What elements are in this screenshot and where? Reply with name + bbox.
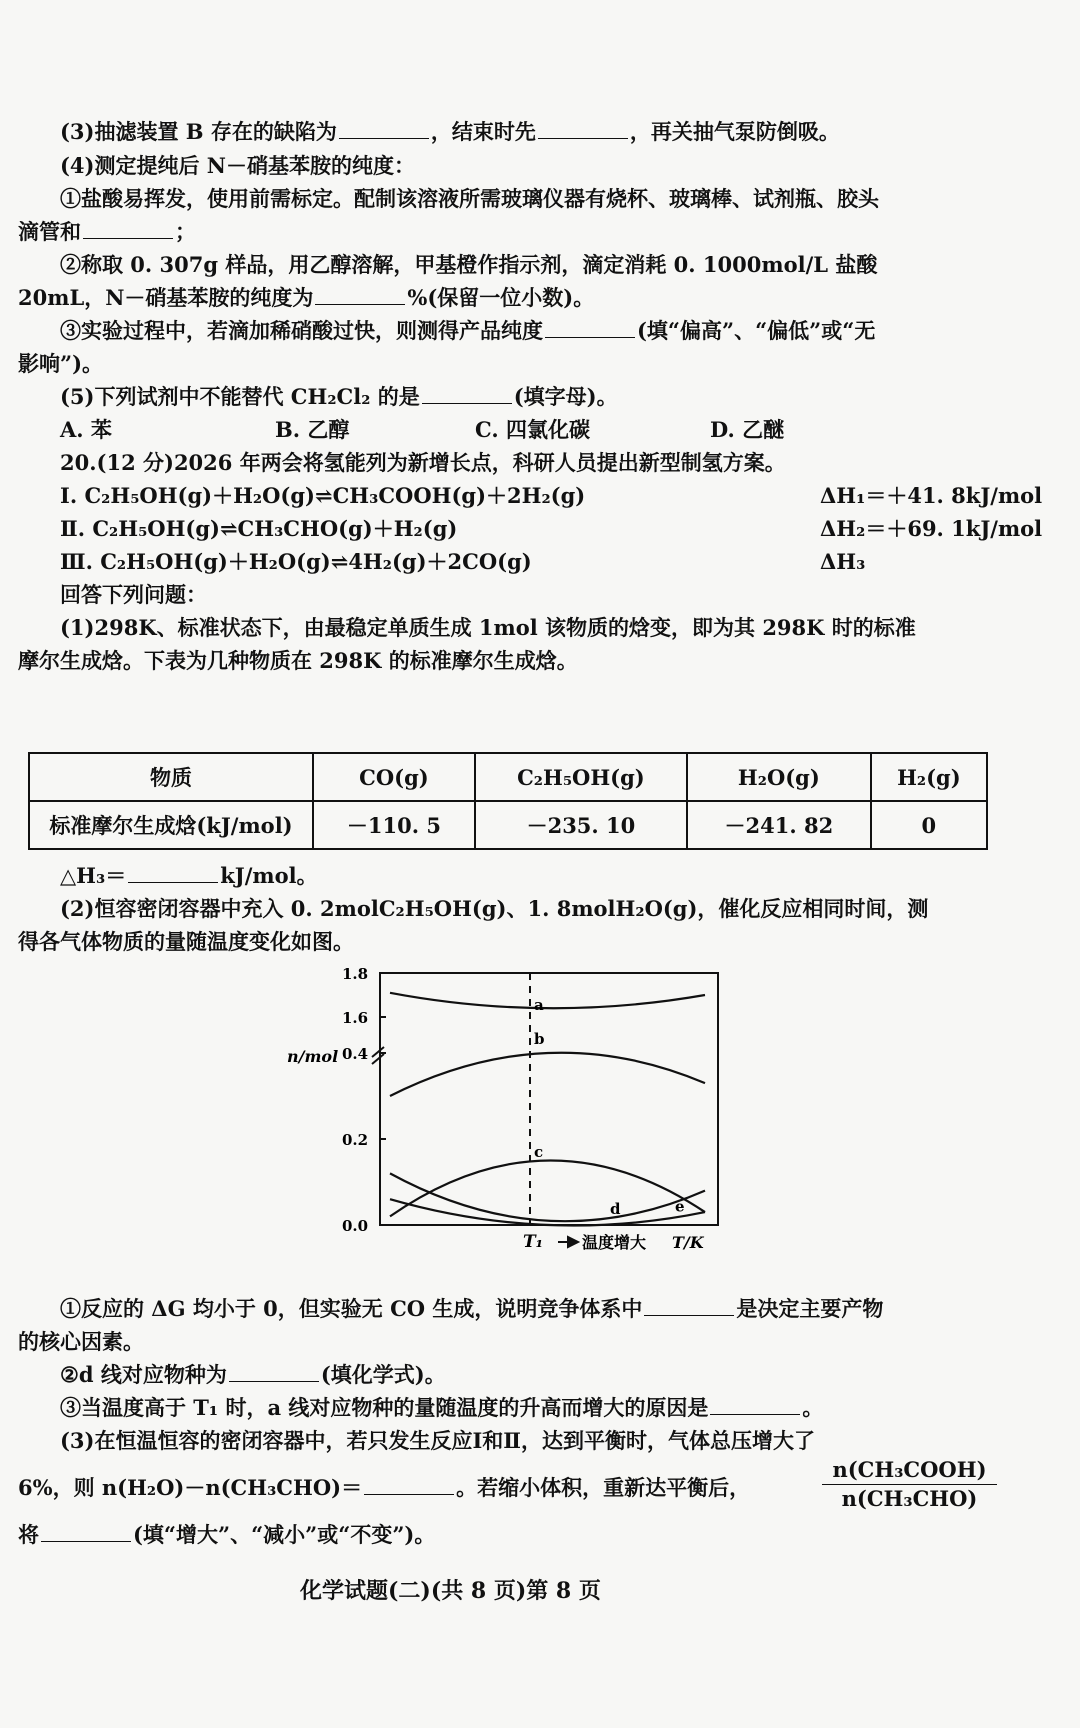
q4-p1-end: ；	[175, 219, 196, 244]
dh3-text: △H₃＝	[60, 863, 127, 888]
table-header-cell: H₂O(g)	[687, 753, 871, 801]
p3-hint: (填“增大”、“减小”或“不变”)。	[133, 1522, 436, 1547]
series-line-d	[390, 1173, 705, 1221]
answer-blank	[128, 864, 218, 883]
s1-text: ①反应的 ΔG 均小于 0，但实验无 CO 生成，说明竞争体系中	[60, 1296, 643, 1321]
p3-text-2: 。若缩小体积，重新达平衡后，	[456, 1475, 751, 1500]
page-footer: 化学试题(二)(共 8 页)第 8 页	[300, 1578, 601, 1604]
s1-text-2: 是决定主要产物	[736, 1296, 884, 1321]
series-label-d: d	[610, 1200, 621, 1219]
s2-hint: (填化学式)。	[320, 1362, 446, 1387]
reaction-3-dh: ΔH₃	[820, 549, 866, 574]
p3-text-3: 将	[18, 1522, 39, 1547]
answer-blank	[545, 319, 635, 338]
q20-p1-line2: 摩尔生成焓。下表为几种物质在 298K 的标准摩尔生成焓。	[18, 648, 578, 673]
t1-label: T₁	[523, 1232, 544, 1252]
q5-line	[60, 383, 618, 411]
fraction-denominator: n(CH₃CHO)	[841, 1486, 978, 1511]
q4-p2-line2	[18, 284, 594, 312]
temperature-chart	[280, 965, 740, 1265]
ratio-fraction	[822, 1456, 997, 1513]
answer-blank	[710, 1396, 800, 1415]
answer-blank	[644, 1297, 734, 1316]
answer-blank	[339, 120, 429, 139]
fraction-numerator: n(CH₃COOH)	[822, 1456, 997, 1485]
answer-blank	[364, 1476, 454, 1495]
q20-s1-line2: 的核心因素。	[18, 1329, 144, 1354]
q4-p3-line1	[60, 317, 875, 345]
option-b: B. 乙醇	[275, 417, 350, 442]
answer-blank	[229, 1363, 319, 1382]
q3-text-1: (3)抽滤装置 B 存在的缺陷为	[60, 119, 337, 144]
x-arrow	[558, 1237, 578, 1247]
series-label-e: e	[675, 1197, 685, 1216]
table-cell: 标准摩尔生成焓(kJ/mol)	[29, 801, 313, 849]
option-d: D. 乙醚	[710, 417, 785, 442]
q20-p2-line1: (2)恒容密闭容器中充入 0. 2molC₂H₅OH(g)、1. 8molH₂O(g)，催化反应相同时间，测	[60, 896, 929, 921]
q20-s3-line	[60, 1394, 823, 1422]
q20-s1-line1	[60, 1295, 883, 1323]
q4-p3-line2: 影响”)。	[18, 351, 104, 376]
series-label-a: a	[534, 996, 544, 1015]
series-line-a	[390, 993, 705, 1008]
y-tick-label: 0.4	[342, 1045, 369, 1063]
q20-title: 20.(12 分)2026 年两会将氢能列为新增长点，科研人员提出新型制氢方案。	[60, 450, 786, 475]
s3-text: ③当温度高于 T₁ 时，a 线对应物种的量随温度的升高而增大的原因是	[60, 1395, 709, 1420]
q4-p1-text: 滴管和	[18, 219, 81, 244]
reaction-3	[60, 548, 1020, 576]
p3-text: 6%，则 n(H₂O)－n(CH₃CHO)＝	[18, 1475, 363, 1500]
q4-p3-text: ③实验过程中，若滴加稀硝酸过快，则测得产品纯度	[60, 318, 543, 343]
q4-p2-text: 20mL，N－硝基苯胺的纯度为	[18, 285, 314, 310]
q4-p1-line1: ①盐酸易挥发，使用前需标定。配制该溶液所需玻璃仪器有烧杯、玻璃棒、试剂瓶、胶头	[60, 186, 879, 211]
q4-p2-end: %(保留一位小数)。	[407, 285, 595, 310]
q4-p1-line2	[18, 218, 196, 246]
option-a: A. 苯	[60, 417, 112, 442]
dh3-unit: kJ/mol。	[220, 863, 318, 888]
x-axis-label: T/K	[672, 1233, 704, 1252]
y-tick-label: 1.8	[342, 965, 369, 983]
s2-text: ②d 线对应物种为	[60, 1362, 227, 1387]
table-cell: －110. 5	[313, 801, 475, 849]
answer-blank	[41, 1523, 131, 1542]
reaction-2	[60, 515, 1043, 543]
q4-title: (4)测定提纯后 N－硝基苯胺的纯度：	[60, 153, 415, 178]
q5-text: (5)下列试剂中不能替代 CH₂Cl₂ 的是	[60, 384, 420, 409]
option-c: C. 四氯化碳	[475, 417, 590, 442]
y-tick-label: 0.2	[342, 1131, 369, 1149]
table-header-row	[29, 753, 987, 801]
q5-options	[60, 416, 960, 444]
q20-p2-line2: 得各气体物质的量随温度变化如图。	[18, 929, 354, 954]
reaction-3-eq: Ⅲ. C₂H₅OH(g)＋H₂O(g)⇌4H₂(g)＋2CO(g)	[60, 549, 532, 574]
s3-end: 。	[802, 1395, 824, 1420]
table-cell: －241. 82	[687, 801, 871, 849]
table-cell: －235. 10	[475, 801, 687, 849]
q4-p3-hint: (填“偏高”、“偏低”或“无	[637, 318, 876, 343]
q20-p3-line2	[18, 1474, 750, 1502]
reaction-1-dh: ΔH₁＝＋41. 8kJ/mol	[820, 483, 1043, 508]
table-cell: 0	[871, 801, 987, 849]
q4-p2-line1: ②称取 0. 307g 样品，用乙醇溶解，甲基橙作指示剂，滴定消耗 0. 1000mol/L 盐酸	[60, 252, 878, 277]
reaction-1	[60, 482, 1043, 510]
table-header-cell: C₂H₅OH(g)	[475, 753, 687, 801]
y-tick-label: 0.0	[342, 1217, 369, 1235]
q20-s2-line	[60, 1361, 446, 1389]
answer-blank	[83, 220, 173, 239]
reaction-1-eq: Ⅰ. C₂H₅OH(g)＋H₂O(g)⇌CH₃COOH(g)＋2H₂(g)	[60, 483, 586, 508]
q3-text-3: ，再关抽气泵防倒吸。	[629, 119, 840, 144]
series-label-b: b	[534, 1029, 545, 1048]
q20-p1-line1: (1)298K、标准状态下，由最稳定单质生成 1mol 该物质的焓变，即为其 298K 时的标准	[60, 615, 916, 640]
q3-line	[60, 118, 840, 146]
dh3-line	[60, 862, 318, 890]
plot-frame	[380, 973, 718, 1225]
enthalpy-table	[28, 752, 988, 850]
table-header-cell: CO(g)	[313, 753, 475, 801]
q5-hint: (填字母)。	[513, 384, 618, 409]
table-header-cell: H₂(g)	[871, 753, 987, 801]
answer-blank	[315, 286, 405, 305]
y-tick-label: 1.6	[342, 1009, 369, 1027]
q3-text-2: ，结束时先	[430, 119, 536, 144]
reaction-2-dh: ΔH₂＝＋69. 1kJ/mol	[820, 516, 1043, 541]
q20-p3-line3	[18, 1521, 435, 1549]
answer-prompt: 回答下列问题：	[60, 582, 207, 607]
series-line-b	[390, 1053, 705, 1096]
q20-p3-line1: (3)在恒温恒容的密闭容器中，若只发生反应Ⅰ和Ⅱ，达到平衡时，气体总压增大了	[60, 1428, 816, 1453]
series-label-c: c	[534, 1143, 544, 1162]
table-header-cell: 物质	[29, 753, 313, 801]
reaction-2-eq: Ⅱ. C₂H₅OH(g)⇌CH₃CHO(g)＋H₂(g)	[60, 516, 458, 541]
x-arrow-label: 温度增大	[582, 1233, 647, 1252]
answer-blank	[538, 120, 628, 139]
table-row	[29, 801, 987, 849]
answer-blank	[422, 385, 512, 404]
y-axis-label: n/mol	[287, 1047, 339, 1066]
